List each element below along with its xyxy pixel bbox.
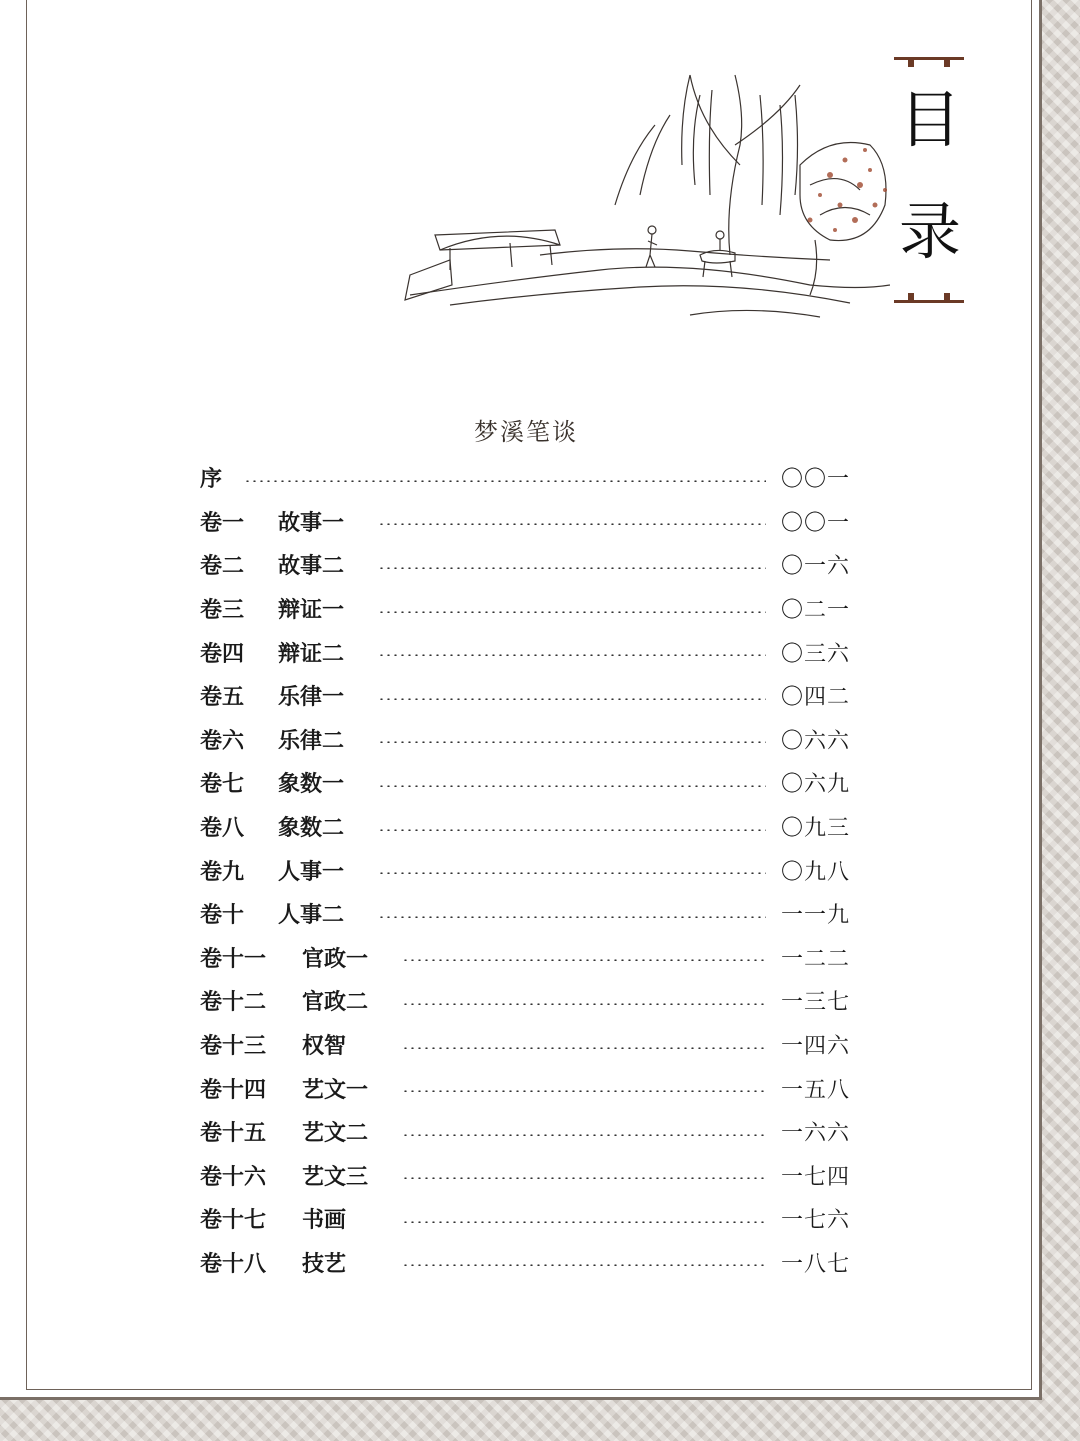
toc-entry[interactable]	[200, 979, 850, 1023]
toc-chapter: 乐律二	[278, 727, 345, 754]
toc-volume: 卷九	[200, 858, 245, 885]
toc-volume: 卷二	[200, 553, 245, 580]
toc-volume: 卷五	[200, 684, 245, 711]
toc-chapter: 艺文一	[302, 1076, 369, 1103]
toc-page-number: 一二二	[780, 946, 850, 972]
landscape-illustration	[390, 55, 890, 330]
table-of-contents	[200, 456, 850, 1284]
toc-page-number: 一四六	[780, 1034, 850, 1060]
toc-leader-dots	[378, 567, 766, 569]
toc-page-number: 〇三六	[780, 641, 850, 667]
toc-page-number: 〇九八	[780, 859, 850, 885]
book-title: 梦溪笔谈	[474, 418, 578, 446]
toc-entry[interactable]	[200, 1154, 850, 1198]
toc-entry[interactable]	[200, 936, 850, 980]
toc-entry[interactable]	[200, 674, 850, 718]
toc-page-number: 〇六六	[780, 728, 850, 754]
toc-page-number: 〇六九	[780, 772, 850, 798]
toc-volume: 卷四	[200, 640, 245, 667]
toc-leader-dots	[402, 1047, 766, 1049]
toc-volume: 卷十五	[200, 1120, 267, 1147]
toc-volume: 卷一	[200, 509, 245, 536]
toc-chapter: 辩证二	[278, 640, 345, 667]
toc-leader-dots	[378, 741, 766, 743]
toc-leader-dots	[378, 654, 766, 656]
toc-leader-dots	[378, 523, 766, 525]
toc-volume: 卷八	[200, 815, 245, 842]
toc-entry[interactable]	[200, 500, 850, 544]
toc-leader-dots	[402, 1134, 766, 1136]
toc-leader-dots	[378, 698, 766, 700]
toc-chapter: 故事一	[278, 509, 345, 536]
toc-entry[interactable]	[200, 456, 850, 500]
toc-entry[interactable]	[200, 892, 850, 936]
toc-entry[interactable]	[200, 761, 850, 805]
toc-chapter: 辩证一	[278, 597, 345, 624]
toc-volume: 序	[200, 466, 223, 493]
toc-page-number: 〇四二	[780, 685, 850, 711]
toc-chapter: 艺文三	[302, 1163, 369, 1190]
heading-char-lu: 录	[898, 195, 961, 268]
toc-leader-dots	[402, 1264, 766, 1266]
toc-leader-dots	[402, 1177, 766, 1179]
toc-page-number: 一一九	[780, 903, 850, 929]
toc-leader-dots	[378, 829, 766, 831]
toc-chapter: 故事二	[278, 553, 345, 580]
toc-volume: 卷十六	[200, 1163, 267, 1190]
toc-entry[interactable]	[200, 718, 850, 762]
toc-volume: 卷三	[200, 597, 245, 624]
toc-page-number: 一六六	[780, 1121, 850, 1147]
toc-volume: 卷七	[200, 771, 245, 798]
toc-volume: 卷十七	[200, 1207, 267, 1234]
toc-page-number: 〇一六	[780, 554, 850, 580]
toc-leader-dots	[402, 1090, 766, 1092]
toc-entry[interactable]	[200, 1241, 850, 1285]
toc-entry[interactable]	[200, 1066, 850, 1110]
toc-leader-dots	[402, 1003, 766, 1005]
toc-page-number: 〇〇一	[780, 467, 850, 493]
toc-entry[interactable]	[200, 848, 850, 892]
toc-page-number: 一三七	[780, 990, 850, 1016]
toc-volume: 卷十一	[200, 945, 267, 972]
toc-chapter: 官政一	[302, 945, 369, 972]
toc-leader-dots	[378, 611, 766, 613]
toc-chapter: 书画	[302, 1207, 347, 1234]
toc-volume: 卷十	[200, 902, 245, 929]
toc-entry[interactable]	[200, 1023, 850, 1067]
toc-page-number: 〇九三	[780, 816, 850, 842]
toc-page-number: 〇〇一	[780, 510, 850, 536]
toc-chapter: 象数二	[278, 815, 345, 842]
heading-char-mu: 目	[898, 83, 961, 156]
toc-entry[interactable]	[200, 630, 850, 674]
toc-volume: 卷十二	[200, 989, 267, 1016]
toc-entry[interactable]	[200, 1197, 850, 1241]
toc-chapter: 技艺	[302, 1250, 347, 1277]
heading-bracket-bottom	[894, 291, 964, 305]
toc-chapter: 乐律一	[278, 684, 345, 711]
toc-chapter: 人事一	[278, 858, 345, 885]
heading-bracket-top	[894, 55, 964, 69]
toc-page-number: 一七六	[780, 1208, 850, 1234]
toc-chapter: 艺文二	[302, 1120, 369, 1147]
toc-volume: 卷十八	[200, 1250, 267, 1277]
toc-leader-dots	[378, 872, 766, 874]
toc-volume: 卷六	[200, 727, 245, 754]
toc-entry[interactable]	[200, 1110, 850, 1154]
toc-chapter: 官政二	[302, 989, 369, 1016]
toc-page-number: 一八七	[780, 1251, 850, 1277]
toc-entry[interactable]	[200, 805, 850, 849]
toc-page-number: 一五八	[780, 1077, 850, 1103]
toc-leader-dots	[378, 916, 766, 918]
toc-page-number: 一七四	[780, 1164, 850, 1190]
toc-volume: 卷十四	[200, 1076, 267, 1103]
toc-chapter: 象数一	[278, 771, 345, 798]
toc-leader-dots	[402, 959, 766, 961]
toc-volume: 卷十三	[200, 1033, 267, 1060]
toc-leader-dots	[402, 1221, 766, 1223]
toc-entry[interactable]	[200, 587, 850, 631]
toc-chapter: 人事二	[278, 902, 345, 929]
toc-leader-dots	[378, 785, 766, 787]
toc-leader-dots	[244, 480, 766, 482]
toc-page-number: 〇二一	[780, 598, 850, 624]
toc-entry[interactable]	[200, 543, 850, 587]
toc-chapter: 权智	[302, 1033, 347, 1060]
contents-heading	[888, 55, 968, 305]
